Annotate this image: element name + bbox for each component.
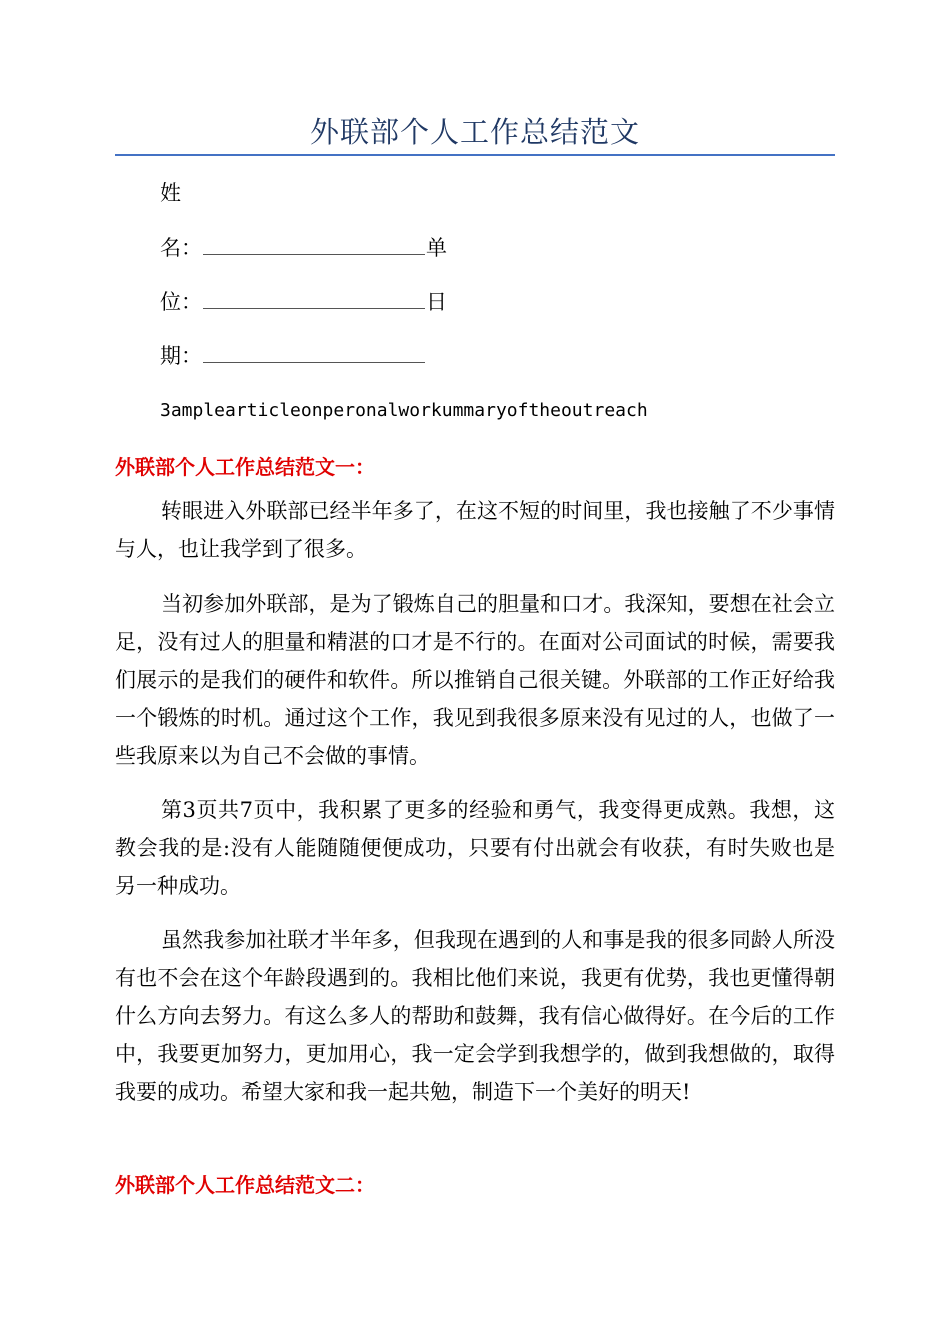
name-blank-field [203,234,425,255]
paragraph-4: 虽然我参加社联才半年多，但我现在遇到的人和事是我的很多同龄人所没有也不会在这个年龄段遇到的。我相比他们来说，我更有优势，我也更懂得朝什么方向去努力。有这么多人的帮助和鼓舞，我有信心做得好。在今后的工作中，我要更加努力，更加用心，我一定会学到我想学的，做到我想做的，取得我要的成功。希望大家和我一起共勉，制造下一个美好的明天! [115,928,835,1104]
unit-blank-field [203,288,425,309]
paragraph-3: 第3页共7页中，我积累了更多的经验和勇气，我变得更成熟。我想，这教会我的是:没有人能随随便便成功，只要有付出就会有收获，有时失败也是另一种成功。 [115,798,835,898]
title-underline [115,154,835,156]
form-name-label: 名： [160,236,202,260]
form-name-prefix-line [160,178,181,208]
date-blank-field [203,342,425,363]
english-subtitle: 3amplearticleonperonalworkummaryoftheoutreach [160,400,648,421]
form-unit-prefix: 单 [426,236,447,260]
paragraph-1: 转眼进入外联部已经半年多了，在这不短的时间里，我也接触了不少事情与人，也让我学到了很多。 [115,499,835,561]
form-unit-line [160,287,447,317]
section-heading-1: 外联部个人工作总结范文一： [115,455,375,479]
paragraph-2: 当初参加外联部，是为了锻炼自己的胆量和口才。我深知，要想在社会立足，没有过人的胆量和精湛的口才是不行的。在面对公司面试的时候，需要我们展示的是我们的硬件和软件。所以推销自己很关键。外联部的工作正好给我一个锻炼的时机。通过这个工作，我见到我很多原来没有见过的人，也做了一些我原来以为自己不会做的事情。 [115,592,835,768]
form-name-line [160,233,447,263]
form-date-prefix: 日 [426,290,447,314]
section-heading-2: 外联部个人工作总结范文二： [115,1173,375,1197]
form-date-line [160,341,426,371]
form-name-prefix: 姓 [160,181,181,205]
form-unit-label: 位： [160,290,202,314]
form-date-label: 期： [160,344,202,368]
document-title: 外联部个人工作总结范文 [309,115,640,149]
